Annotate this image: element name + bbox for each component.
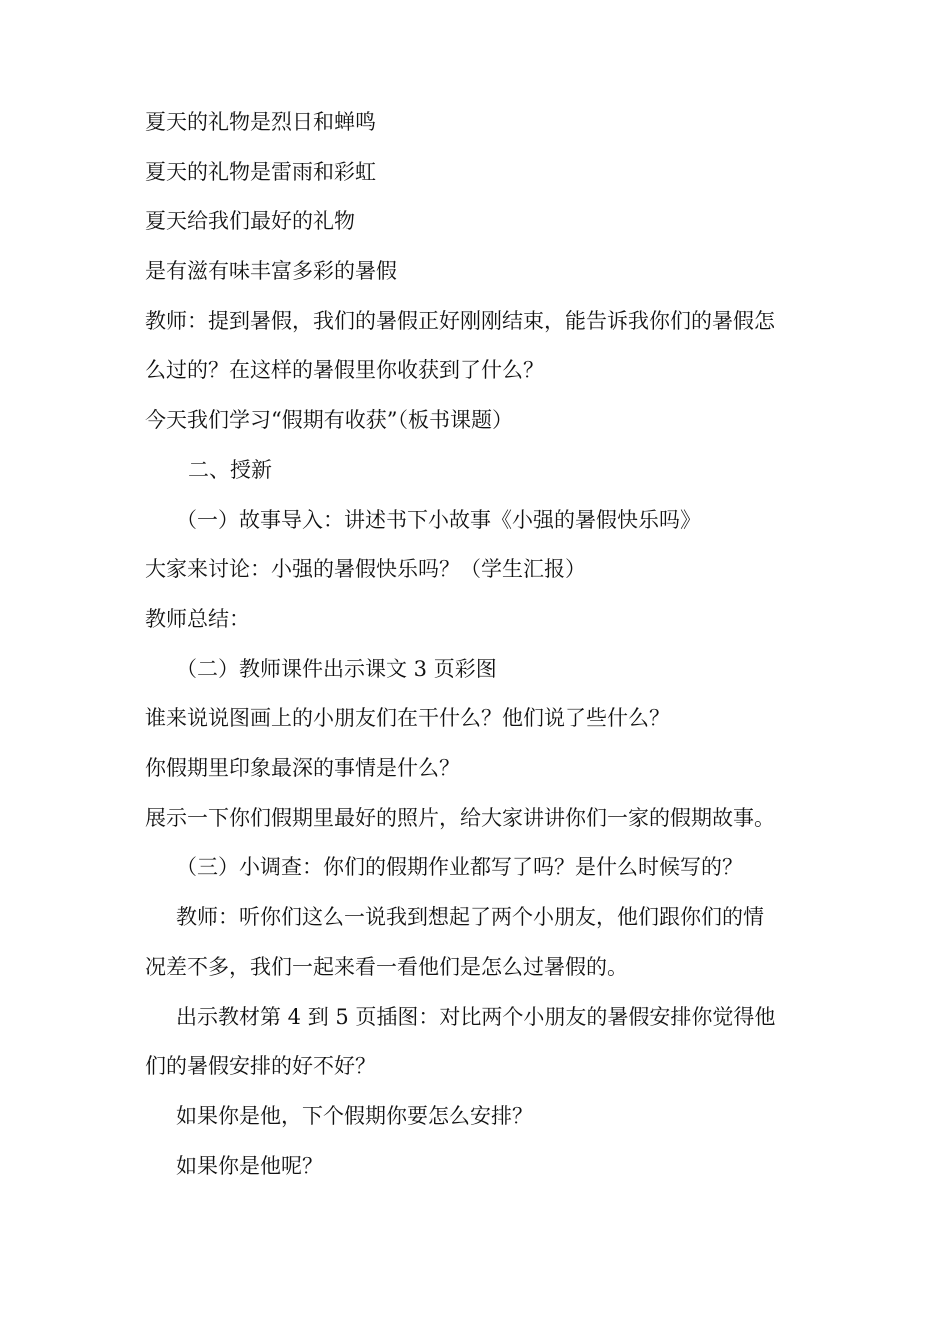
poem-line: 是有滋有味丰富多彩的暑假 xyxy=(145,259,397,283)
paragraph-line: 展示一下你们假期里最好的照片，给大家讲讲你们一家的假期故事。 xyxy=(145,806,775,830)
paragraph-line: 今天我们学习“假期有收获”（板书课题） xyxy=(145,408,513,432)
paragraph-line: 如果你是他呢？ xyxy=(176,1154,323,1178)
paragraph-line: 教师总结： xyxy=(145,607,250,631)
paragraph-line: 如果你是他，下个假期你要怎么安排？ xyxy=(176,1104,533,1128)
subsection-heading: （三）小调查：你们的假期作业都写了吗？是什么时候写的？ xyxy=(176,855,743,879)
subsection-heading: （二）教师课件出示课文 3 页彩图 xyxy=(176,657,497,681)
poem-line: 夏天的礼物是烈日和蝉鸣 xyxy=(145,110,376,134)
paragraph-line: 大家来讨论：小强的暑假快乐吗？（学生汇报） xyxy=(145,557,586,581)
paragraph-line: 出示教材第 4 到 5 页插图：对比两个小朋友的暑假安排你觉得他 xyxy=(176,1005,776,1029)
subsection-heading: （一）故事导入：讲述书下小故事《小强的暑假快乐吗》 xyxy=(176,508,701,532)
paragraph-line: 教师：提到暑假，我们的暑假正好刚刚结束，能告诉我你们的暑假怎 xyxy=(145,309,775,333)
section-heading: 二、授新 xyxy=(188,458,272,482)
poem-line: 夏天给我们最好的礼物 xyxy=(145,209,355,233)
paragraph-line: 么过的？在这样的暑假里你收获到了什么？ xyxy=(145,358,544,382)
paragraph-line: 教师：听你们这么一说我到想起了两个小朋友，他们跟你们的情 xyxy=(176,905,764,929)
poem-line: 夏天的礼物是雷雨和彩虹 xyxy=(145,160,376,184)
paragraph-line: 们的暑假安排的好不好？ xyxy=(145,1054,376,1078)
paragraph-line: 况差不多，我们一起来看一看他们是怎么过暑假的。 xyxy=(145,955,628,979)
paragraph-line: 你假期里印象最深的事情是什么？ xyxy=(145,756,460,780)
paragraph-line: 谁来说说图画上的小朋友们在干什么？他们说了些什么？ xyxy=(145,706,670,730)
